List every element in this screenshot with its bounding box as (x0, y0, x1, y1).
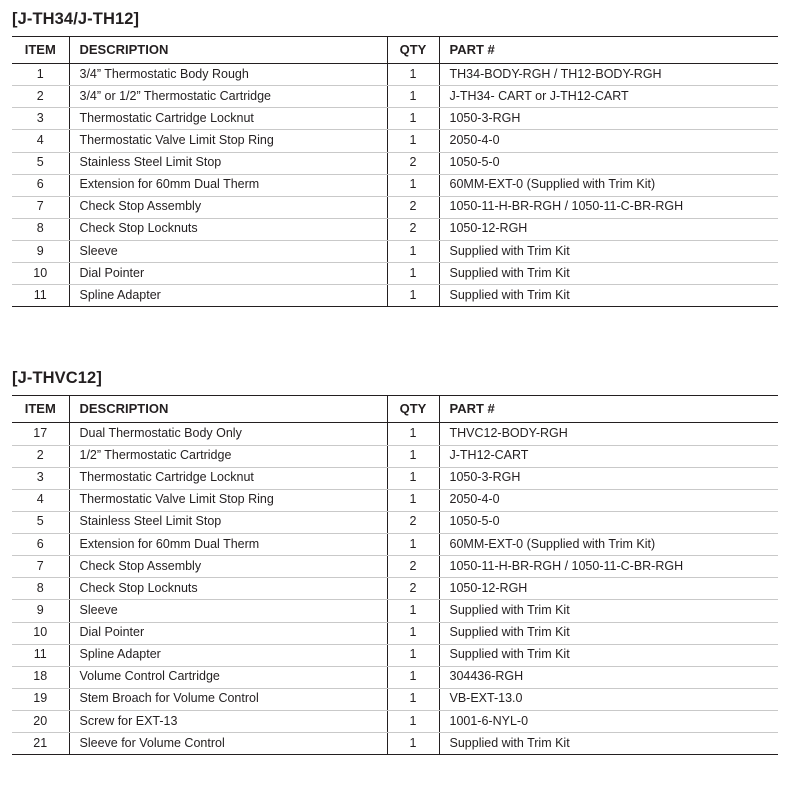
column-header-item: ITEM (12, 396, 69, 423)
cell-qty: 1 (387, 86, 439, 108)
cell-qty: 2 (387, 511, 439, 533)
table-header (12, 396, 778, 423)
column-header-qty: QTY (387, 37, 439, 64)
cell-item: 18 (12, 666, 69, 688)
cell-part: 1050-12-RGH (439, 578, 778, 600)
cell-part: J-TH34- CART or J-TH12-CART (439, 86, 778, 108)
table-row (12, 622, 778, 644)
cell-item: 4 (12, 130, 69, 152)
cell-description: 3/4” Thermostatic Body Rough (69, 64, 387, 86)
cell-description: Extension for 60mm Dual Therm (69, 534, 387, 556)
header-row (12, 37, 778, 64)
cell-qty: 1 (387, 666, 439, 688)
cell-item: 2 (12, 445, 69, 467)
header-row (12, 396, 778, 423)
cell-part: 2050-4-0 (439, 130, 778, 152)
cell-item: 3 (12, 108, 69, 130)
cell-qty: 1 (387, 534, 439, 556)
top-spacer (12, 0, 778, 10)
cell-item: 3 (12, 467, 69, 489)
cell-qty: 1 (387, 733, 439, 755)
column-header-part: PART # (439, 37, 778, 64)
table-row (12, 711, 778, 733)
cell-qty: 2 (387, 152, 439, 174)
table-row (12, 86, 778, 108)
table-row (12, 196, 778, 218)
cell-part: TH34-BODY-RGH / TH12-BODY-RGH (439, 64, 778, 86)
table-row (12, 152, 778, 174)
cell-item: 7 (12, 556, 69, 578)
cell-qty: 1 (387, 241, 439, 263)
cell-part: 1050-3-RGH (439, 108, 778, 130)
cell-part: Supplied with Trim Kit (439, 733, 778, 755)
cell-description: Spline Adapter (69, 644, 387, 666)
cell-description: Screw for EXT-13 (69, 711, 387, 733)
cell-description: Sleeve (69, 600, 387, 622)
cell-part: J-TH12-CART (439, 445, 778, 467)
table-row (12, 263, 778, 285)
cell-item: 8 (12, 218, 69, 240)
section-j-thvc12 (12, 369, 778, 755)
cell-qty: 2 (387, 578, 439, 600)
table-row (12, 285, 778, 307)
column-header-description: DESCRIPTION (69, 37, 387, 64)
cell-qty: 1 (387, 285, 439, 307)
column-header-qty: QTY (387, 396, 439, 423)
cell-qty: 1 (387, 644, 439, 666)
table-row (12, 218, 778, 240)
cell-item: 8 (12, 578, 69, 600)
table-row (12, 644, 778, 666)
table-row (12, 688, 778, 710)
cell-part: 60MM-EXT-0 (Supplied with Trim Kit) (439, 174, 778, 196)
table-row (12, 130, 778, 152)
cell-description: Extension for 60mm Dual Therm (69, 174, 387, 196)
table-row (12, 511, 778, 533)
cell-description: Sleeve for Volume Control (69, 733, 387, 755)
cell-description: Check Stop Locknuts (69, 218, 387, 240)
column-header-part: PART # (439, 396, 778, 423)
cell-item: 6 (12, 174, 69, 196)
cell-description: Dial Pointer (69, 263, 387, 285)
cell-part: 304436-RGH (439, 666, 778, 688)
cell-item: 17 (12, 423, 69, 445)
cell-item: 10 (12, 263, 69, 285)
cell-item: 1 (12, 64, 69, 86)
cell-description: Dial Pointer (69, 622, 387, 644)
cell-part: 1050-11-H-BR-RGH / 1050-11-C-BR-RGH (439, 196, 778, 218)
cell-description: Volume Control Cartridge (69, 666, 387, 688)
cell-qty: 1 (387, 174, 439, 196)
cell-description: 3/4” or 1/2” Thermostatic Cartridge (69, 86, 387, 108)
cell-description: Check Stop Assembly (69, 196, 387, 218)
cell-qty: 1 (387, 688, 439, 710)
table-row (12, 578, 778, 600)
cell-qty: 2 (387, 218, 439, 240)
cell-description: Thermostatic Cartridge Locknut (69, 108, 387, 130)
cell-item: 10 (12, 622, 69, 644)
column-header-description: DESCRIPTION (69, 396, 387, 423)
cell-part: Supplied with Trim Kit (439, 263, 778, 285)
cell-qty: 1 (387, 263, 439, 285)
section-j-th34-j-th12 (12, 10, 778, 307)
cell-item: 9 (12, 600, 69, 622)
cell-description: Dual Thermostatic Body Only (69, 423, 387, 445)
table-body (12, 64, 778, 307)
cell-part: THVC12-BODY-RGH (439, 423, 778, 445)
table-row (12, 489, 778, 511)
section-title: [J-THVC12] (12, 369, 102, 388)
cell-item: 5 (12, 152, 69, 174)
cell-part: Supplied with Trim Kit (439, 644, 778, 666)
cell-description: Check Stop Assembly (69, 556, 387, 578)
table-row (12, 733, 778, 755)
cell-item: 5 (12, 511, 69, 533)
cell-qty: 1 (387, 711, 439, 733)
column-header-item: ITEM (12, 37, 69, 64)
parts-table-j-th34-j-th12 (12, 36, 778, 307)
cell-description: Stainless Steel Limit Stop (69, 511, 387, 533)
table-row (12, 556, 778, 578)
table-header (12, 37, 778, 64)
cell-description: 1/2” Thermostatic Cartridge (69, 445, 387, 467)
cell-description: Thermostatic Valve Limit Stop Ring (69, 489, 387, 511)
table-row (12, 666, 778, 688)
cell-part: Supplied with Trim Kit (439, 600, 778, 622)
cell-item: 21 (12, 733, 69, 755)
cell-part: Supplied with Trim Kit (439, 241, 778, 263)
cell-item: 6 (12, 534, 69, 556)
cell-description: Sleeve (69, 241, 387, 263)
cell-item: 7 (12, 196, 69, 218)
table-row (12, 467, 778, 489)
cell-description: Stem Broach for Volume Control (69, 688, 387, 710)
cell-item: 2 (12, 86, 69, 108)
cell-part: Supplied with Trim Kit (439, 285, 778, 307)
cell-item: 4 (12, 489, 69, 511)
cell-qty: 2 (387, 196, 439, 218)
cell-qty: 1 (387, 130, 439, 152)
cell-item: 19 (12, 688, 69, 710)
table-row (12, 445, 778, 467)
cell-qty: 1 (387, 467, 439, 489)
table-body (12, 423, 778, 755)
cell-qty: 1 (387, 600, 439, 622)
cell-qty: 1 (387, 64, 439, 86)
cell-description: Thermostatic Valve Limit Stop Ring (69, 130, 387, 152)
cell-part: 1050-5-0 (439, 152, 778, 174)
section-title: [J-TH34/J-TH12] (12, 10, 140, 28)
cell-part: Supplied with Trim Kit (439, 622, 778, 644)
cell-part: 1001-6-NYL-0 (439, 711, 778, 733)
cell-description: Stainless Steel Limit Stop (69, 152, 387, 174)
cell-qty: 2 (387, 556, 439, 578)
cell-qty: 1 (387, 622, 439, 644)
cell-item: 11 (12, 644, 69, 666)
cell-qty: 1 (387, 108, 439, 130)
cell-description: Spline Adapter (69, 285, 387, 307)
cell-item: 20 (12, 711, 69, 733)
cell-part: 1050-5-0 (439, 511, 778, 533)
table-row (12, 174, 778, 196)
cell-part: 1050-11-H-BR-RGH / 1050-11-C-BR-RGH (439, 556, 778, 578)
cell-part: 1050-12-RGH (439, 218, 778, 240)
table-row (12, 600, 778, 622)
section-spacer (12, 307, 778, 369)
cell-qty: 1 (387, 489, 439, 511)
table-row (12, 534, 778, 556)
cell-description: Thermostatic Cartridge Locknut (69, 467, 387, 489)
cell-qty: 1 (387, 445, 439, 467)
parts-table-j-thvc12 (12, 395, 778, 755)
cell-part: 1050-3-RGH (439, 467, 778, 489)
table-row (12, 241, 778, 263)
cell-description: Check Stop Locknuts (69, 578, 387, 600)
cell-part: 2050-4-0 (439, 489, 778, 511)
cell-part: VB-EXT-13.0 (439, 688, 778, 710)
cell-item: 9 (12, 241, 69, 263)
cell-item: 11 (12, 285, 69, 307)
table-row (12, 64, 778, 86)
cell-part: 60MM-EXT-0 (Supplied with Trim Kit) (439, 534, 778, 556)
table-row (12, 108, 778, 130)
cell-qty: 1 (387, 423, 439, 445)
table-row (12, 423, 778, 445)
